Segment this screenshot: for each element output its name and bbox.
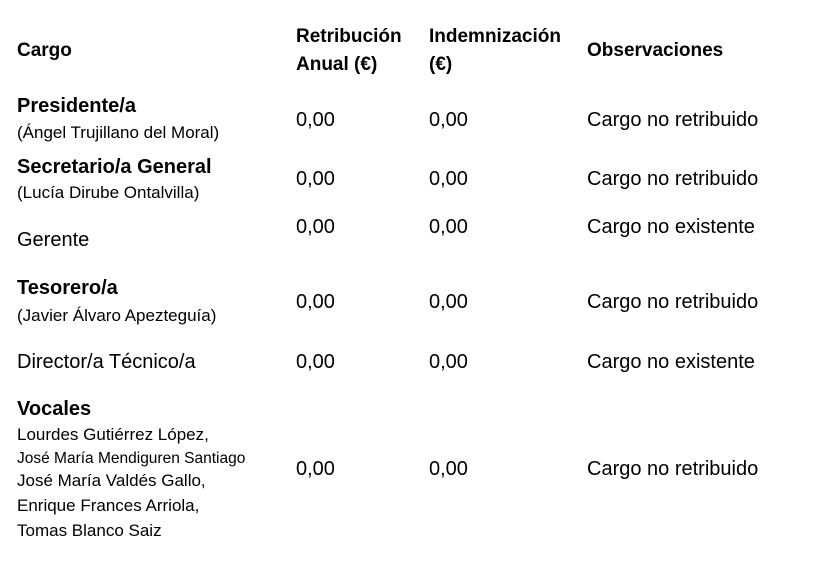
row-retribucion: 0,00 xyxy=(296,458,335,480)
row-retribucion: 0,00 xyxy=(296,168,335,190)
header-observaciones: Observaciones xyxy=(587,40,724,61)
vocal-name: Enrique Frances Arriola, xyxy=(17,496,200,515)
row-persona: (Javier Álvaro Apezteguía) xyxy=(17,306,217,325)
row-observaciones: Cargo no retribuido xyxy=(587,291,759,313)
row-retribucion: 0,00 xyxy=(296,109,335,131)
header-cargo: Cargo xyxy=(17,40,72,61)
row-indemnizacion: 0,00 xyxy=(429,351,468,373)
row-persona: (Ángel Trujillano del Moral) xyxy=(17,123,220,142)
row-retribucion: 0,00 xyxy=(296,216,335,238)
vocal-name: Tomas Blanco Saiz xyxy=(17,521,162,540)
row-cargo: Gerente xyxy=(17,229,90,251)
row-indemnizacion: 0,00 xyxy=(429,216,468,238)
row-observaciones: Cargo no retribuido xyxy=(587,458,759,480)
row-cargo: Secretario/a General xyxy=(17,156,212,178)
header-retribucion-line2: Anual (€) xyxy=(296,54,378,75)
row-cargo: Presidente/a xyxy=(17,95,136,117)
header-indemnizacion-line1: Indemnización xyxy=(429,26,561,47)
row-observaciones: Cargo no retribuido xyxy=(587,168,759,190)
row-indemnizacion: 0,00 xyxy=(429,168,468,190)
row-indemnizacion: 0,00 xyxy=(429,291,468,313)
vocal-name: José María Valdés Gallo, xyxy=(17,471,206,490)
row-cargo: Director/a Técnico/a xyxy=(17,351,196,373)
header-indemnizacion-line2: (€) xyxy=(429,54,453,75)
row-observaciones: Cargo no retribuido xyxy=(587,109,759,131)
row-indemnizacion: 0,00 xyxy=(429,109,468,131)
row-cargo: Tesorero/a xyxy=(17,277,118,299)
header-retribucion-line1: Retribución xyxy=(296,26,402,47)
row-retribucion: 0,00 xyxy=(296,291,335,313)
row-retribucion: 0,00 xyxy=(296,351,335,373)
vocal-name: Lourdes Gutiérrez López, xyxy=(17,425,209,444)
row-indemnizacion: 0,00 xyxy=(429,458,468,480)
row-observaciones: Cargo no existente xyxy=(587,216,755,238)
vocal-name: José María Mendiguren Santiago xyxy=(17,450,246,467)
row-cargo: Vocales xyxy=(17,398,92,420)
row-persona: (Lucía Dirube Ontalvilla) xyxy=(17,183,200,202)
row-observaciones: Cargo no existente xyxy=(587,351,755,373)
